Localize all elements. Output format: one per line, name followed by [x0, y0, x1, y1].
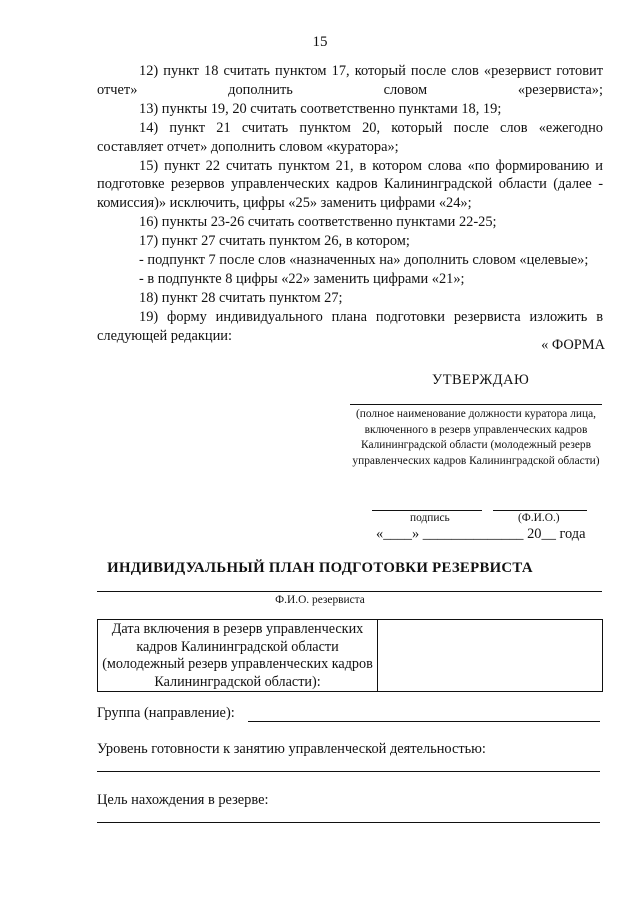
group-line[interactable]: [248, 721, 600, 722]
page-number: 15: [312, 34, 328, 50]
goal-line[interactable]: [97, 822, 600, 823]
approval-date: «____» ______________ 20__ года: [376, 526, 586, 542]
name-line: [493, 510, 587, 511]
reservist-name-caption: Ф.И.О. резервиста: [275, 594, 365, 606]
inclusion-date-value[interactable]: [378, 620, 603, 692]
readiness-label: Уровень готовности к занятию управленческой деятельностью:: [97, 741, 486, 757]
goal-label: Цель нахождения в резерве:: [97, 792, 269, 808]
reservist-name-line: [97, 591, 602, 592]
approval-position-line: [350, 404, 602, 405]
approval-caption: (полное наименование должности куратора лица, включенного в резерв управленческих кадров Калининградской области (молодежный резерв управленческих кадров Калининградской области): [352, 408, 600, 467]
readiness-line[interactable]: [97, 771, 600, 772]
amendments-text: [97, 62, 603, 346]
table-row: [98, 620, 603, 692]
inclusion-date-label: Дата включения в резерв управленческих кадров Калининградской области (молодежный резерв управленческих кадров Калининградской области):: [98, 620, 378, 692]
signature-line: [372, 510, 482, 511]
name-label: (Ф.И.О.): [518, 512, 560, 524]
paragraph-18: 18) пункт 28 считать пунктом 27;: [139, 289, 343, 306]
form-marker: « ФОРМА: [541, 337, 605, 353]
paragraph-15: 15) пункт 22 считать пунктом 21, в котором слова «по формированию и подготовке резервов управленческих кадров Калининградской области (далее - комиссия)» исключить, цифры «25» заменить цифрами «24»;: [97, 157, 603, 212]
subparagraph-7: - подпункт 7 после слов «назначенных на» дополнить словом «целевые»;: [139, 252, 589, 269]
plan-title: ИНДИВИДУАЛЬНЫЙ ПЛАН ПОДГОТОВКИ РЕЗЕРВИСТА: [107, 560, 533, 576]
group-label: Группа (направление):: [97, 705, 235, 721]
paragraph-17: 17) пункт 27 считать пунктом 26, в котором;: [139, 233, 410, 250]
paragraph-19: 19) форму индивидуального плана подготовки резервиста изложить в следующей редакции:: [97, 308, 603, 344]
inclusion-date-table: [97, 619, 603, 692]
paragraph-13: 13) пункты 19, 20 считать соответственно пунктами 18, 19;: [139, 100, 502, 117]
paragraph-16: 16) пункты 23-26 считать соответственно пунктами 22-25;: [139, 214, 497, 231]
paragraph-12: 12) пункт 18 считать пунктом 17, который после слов «резервист готовит отчет» дополнить словом «резервиста»;: [97, 63, 603, 98]
paragraph-14: 14) пункт 21 считать пунктом 20, который после слов «ежегодно составляет отчет» дополнить словом «куратора»;: [97, 119, 603, 155]
approval-title: УТВЕРЖДАЮ: [432, 372, 530, 388]
subparagraph-8: - в подпункте 8 цифры «22» заменить цифрами «21»;: [139, 270, 465, 287]
signature-label: подпись: [410, 512, 450, 524]
